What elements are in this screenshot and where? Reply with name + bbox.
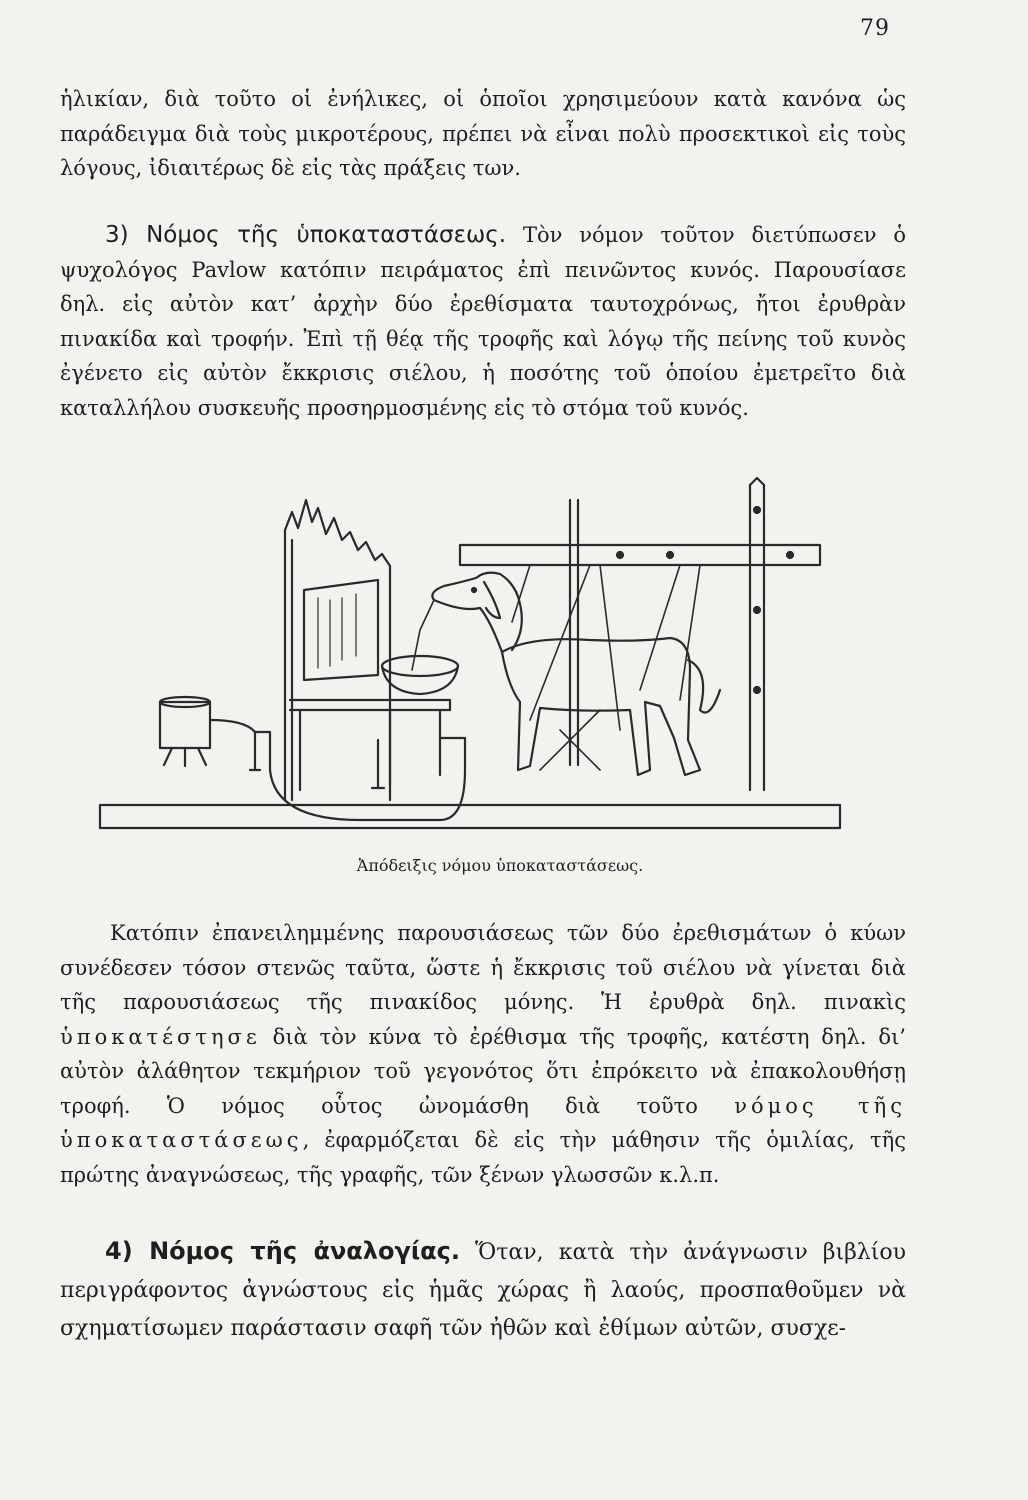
booth-window — [304, 580, 378, 680]
paragraph-4-body: Ὅταν, κατὰ τὴν ἀνάγνωσιν βιβλίου περιγράφοντος ἀγνώστους εἰς ἡμᾶς χώρας ἢ λαούς, προσπαθοῦμεν νὰ σχηματίσωμεν παράστασιν σαφῆ τῶν ἠθῶν καὶ ἐθίμων αὐτῶν, συσχε- — [60, 1240, 906, 1341]
paragraph-3-part-2: διὰ τὸν κύνα τὸ ἐρέθισμα τῆς τροφῆς, κατέστη δηλ. δι’ αὐτὸν ἀλάθητον τεκμήριον τοῦ γεγονότος ὅτι ἐπρόκειτο νὰ ἐπακολουθήσῃ τροφή. Ὁ νόμος οὗτος ὠνομάσθη διὰ τοῦτο — [60, 1024, 906, 1118]
paragraph-3 — [60, 916, 906, 1192]
paragraph-3-spaced-term: νόμος τῆς ὑποκαταστάσεως — [60, 1093, 906, 1152]
paragraph-3-part-1: Κατόπιν ἐπανειλημμένης παρουσιάσεως τῶν δύο ἐρεθισμάτων ὁ κύων συνέδεσεν τόσον στενῶς ταῦτα, ὥστε ἡ ἔκκρισις τοῦ σιέλου νὰ γίνεται διὰ τῆς παρουσιάσεως τῆς πινακίδος μόνης. Ἡ ἐρυθρὰ δηλ. πινακὶς — [60, 921, 906, 1014]
paragraph-4 — [60, 1232, 906, 1348]
paragraph-1 — [60, 82, 906, 186]
pavlov-experiment-figure — [60, 470, 940, 875]
frame-post-right — [750, 485, 764, 790]
paragraph-2 — [60, 218, 906, 425]
section-heading-substitution: 3) Νόμος τῆς ὑποκαταστάσεως. — [105, 222, 507, 248]
paragraph-3-part-3: , ἐφαρμόζεται δὲ εἰς τὴν μάθησιν τῆς ὁμιλίας, τῆς πρώτης ἀναγνώσεως, τῆς γραφῆς, τῶν ξένων γλωσσῶν κ.λ.π. — [60, 1128, 906, 1187]
food-table — [290, 700, 450, 710]
paragraph-3-spaced-word: ὑποκατέστησε — [60, 1024, 261, 1049]
paragraph-2-text — [60, 218, 906, 425]
dog-body — [502, 638, 700, 775]
frame-post-left — [570, 500, 578, 765]
paragraph-4-text — [60, 1232, 906, 1348]
page-number: 79 — [860, 16, 890, 41]
pavlov-experiment-illustration — [60, 470, 940, 850]
platform — [100, 805, 840, 828]
frame-crossbeam — [460, 545, 820, 565]
section-heading-analogy: 4) Νόμος τῆς ἀναλογίας. — [105, 1237, 460, 1265]
figure-caption: Ἀπόδειξις νόμου ὑποκαταστάσεως. — [356, 856, 644, 875]
dog-tail — [688, 660, 720, 713]
saliva-collector — [160, 702, 210, 748]
paragraph-1-text: ἡλικίαν, διὰ τοῦτο οἱ ἐνήλικες, οἱ ὁποῖοι χρησιμεύουν κατὰ κανόνα ὡς παράδειγμα διὰ τοὺς μικροτέρους, πρέπει νὰ εἶναι πολὺ προσεκτικοὶ εἰς τοὺς λόγους, ἰδιαιτέρως δὲ εἰς τὰς πράξεις των. — [60, 87, 906, 180]
paragraph-2-body: Τὸν νόμον τοῦτον διετύπωσεν ὁ ψυχολόγος Pavlow κατόπιν πειράματος ἐπὶ πεινῶντος κυνός. Παρουσίασε δηλ. εἰς αὐτὸν κατ’ ἀρχὴν δύο ἐρεθίσματα ταυτοχρόνως, ἤτοι ἐρυθρὰν πινακίδα καὶ τροφήν. Ἐπὶ τῇ θέᾳ τῆς τροφῆς καὶ λόγῳ τῆς πείνης τοῦ κυνὸς ἐγένετο εἰς αὐτὸν ἔκκρισις σιέλου, ἡ ποσότης τοῦ ὁποίου ἐμετρεῖτο διὰ καταλλήλου συσκευῆς προσηρμοσμένης εἰς τὸ στόμα τοῦ κυνός. — [60, 223, 906, 420]
food-bowl — [382, 656, 458, 676]
dog-head — [432, 573, 521, 652]
harness-straps — [512, 565, 700, 730]
paragraph-3-text — [60, 916, 906, 1192]
